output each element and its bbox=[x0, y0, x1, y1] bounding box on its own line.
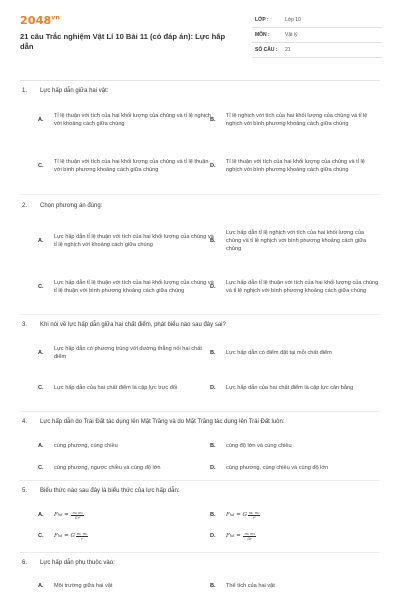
option-text: Tỉ lệ nghịch với tích của hai khối lượng của chúng và tỉ lệ nghịch với bình phương khoảng cách giữa chúng bbox=[226, 112, 368, 127]
option-letter: B. bbox=[210, 116, 216, 123]
option-text: cùng phương, cùng chiều và cùng độ lớn bbox=[226, 464, 329, 471]
question-number: 3. bbox=[22, 322, 28, 328]
question-1 bbox=[22, 87, 380, 195]
question-text: Khi nói về lực hấp dẫn giữa hai chất điểm, phát biểu nào sau đây sai? bbox=[40, 322, 226, 328]
question-text: Lực hấp dẫn phụ thuộc vào: bbox=[40, 560, 115, 566]
option-c[interactable] bbox=[38, 151, 214, 181]
question-number: 4. bbox=[22, 419, 28, 425]
option-a[interactable] bbox=[38, 581, 214, 591]
options-grid bbox=[22, 218, 380, 310]
option-letter: B. bbox=[210, 237, 216, 244]
option-d[interactable] bbox=[210, 530, 380, 542]
option-letter: C. bbox=[38, 384, 44, 391]
option-a[interactable] bbox=[38, 441, 214, 451]
formula-subscript: hd bbox=[57, 512, 63, 517]
question-text: Lực hấp dẫn do Trái Đất tác dụng lên Mặt Trăng và do Mặt Trăng tác dụng lên Trái Đất luôn: bbox=[40, 419, 285, 425]
option-letter: D. bbox=[210, 384, 216, 391]
option-c[interactable] bbox=[38, 530, 214, 542]
option-letter: B. bbox=[210, 582, 216, 589]
option-b[interactable] bbox=[210, 581, 380, 591]
question-number: 5. bbox=[22, 488, 28, 494]
formula-lhs: F bbox=[54, 532, 58, 539]
formula-subscript: hd bbox=[57, 533, 63, 538]
meta-row-count bbox=[252, 43, 382, 58]
logo-text: 2048 bbox=[20, 14, 52, 27]
option-c[interactable] bbox=[38, 377, 214, 399]
formula-lhs: F bbox=[226, 511, 230, 518]
option-text: Lực hấp dẫn tỉ lệ nghịch với tích của hai khối lượng của chúng và tỉ lệ nghịch với bình phương khoảng cách giữa chúng bbox=[226, 229, 367, 253]
question-stem bbox=[22, 202, 380, 210]
option-text: Lực hấp dẫn của hai chất điểm là cặp lực cân bằng bbox=[226, 384, 354, 391]
option-text: Tỉ lệ thuận với tích của hai khối lượng của chúng và tỉ lệ thuận với bình phương khoảng cách giữa chúng bbox=[54, 158, 209, 173]
formula-subscript: hd bbox=[229, 512, 235, 517]
option-text: Lực hấp dẫn tỉ lệ thuận với tích của hai khối lượng của chúng và tỉ lệ thuận với bình phương khoảng cách giữa chúng bbox=[54, 279, 214, 294]
question-divider bbox=[20, 552, 380, 553]
option-text: Môi trường giữa hai vật bbox=[54, 582, 113, 589]
fraction-denominator: Gr² bbox=[74, 515, 81, 520]
meta-table bbox=[252, 13, 382, 58]
question-divider bbox=[20, 411, 380, 412]
option-letter: A. bbox=[38, 349, 44, 356]
question-text: Chọn phương án đúng: bbox=[40, 203, 103, 209]
question-3 bbox=[22, 321, 380, 403]
option-a[interactable] bbox=[38, 342, 214, 364]
fraction-numerator: m₁ m₂ bbox=[244, 531, 255, 536]
options-grid bbox=[22, 575, 380, 597]
option-letter: D. bbox=[210, 162, 216, 169]
question-stem bbox=[22, 559, 380, 567]
option-letter: B. bbox=[210, 349, 216, 356]
option-text: cùng phương, cùng chiều bbox=[54, 442, 118, 449]
option-text: Lực hấp dẫn của hai chất điểm là cặp lực trực đối bbox=[54, 384, 178, 391]
question-5 bbox=[22, 487, 380, 549]
question-stem bbox=[22, 87, 380, 95]
option-letter: C. bbox=[38, 464, 44, 471]
options-grid bbox=[22, 103, 380, 195]
fraction bbox=[76, 532, 89, 541]
option-d[interactable] bbox=[210, 463, 380, 473]
formula-lhs: F bbox=[226, 532, 230, 539]
fraction bbox=[248, 511, 261, 520]
options-grid bbox=[22, 337, 380, 403]
option-text: Lực hấp dẫn có điểm đặt tại mỗi chất điểm bbox=[226, 349, 332, 356]
meta-key: LỚP : bbox=[255, 17, 269, 23]
question-4 bbox=[22, 418, 380, 478]
meta-value: Lớp 10 bbox=[285, 17, 301, 23]
header-divider bbox=[20, 80, 380, 81]
formula: F hd = $\frac{\text{m₁ m₂}}{\text{Gr²}}$ bbox=[54, 510, 83, 520]
question-text: Biểu thức nào sau đây là biểu thức của lực hấp dẫn: bbox=[40, 488, 180, 494]
option-letter: D. bbox=[210, 283, 216, 290]
option-text: cùng phương, ngược chiều và cùng độ lớn bbox=[54, 464, 161, 471]
option-letter: B. bbox=[210, 511, 216, 518]
meta-value: Vật lý bbox=[285, 32, 298, 38]
meta-row-class bbox=[252, 13, 382, 28]
formula: F hd = G $\frac{\text{m₁ m₂}}{r}$ bbox=[54, 531, 88, 541]
question-number: 6. bbox=[22, 560, 28, 566]
option-letter: A. bbox=[38, 442, 44, 449]
option-a[interactable] bbox=[38, 226, 214, 256]
question-2 bbox=[22, 202, 380, 310]
site-logo[interactable] bbox=[20, 14, 60, 27]
question-divider bbox=[20, 314, 380, 315]
question-number: 1. bbox=[22, 88, 28, 94]
option-letter: A. bbox=[38, 582, 44, 589]
option-letter: A. bbox=[38, 237, 44, 244]
question-text: Lực hấp dẫn giữa hai vật: bbox=[40, 88, 109, 94]
option-b[interactable] bbox=[210, 342, 380, 364]
options-grid bbox=[22, 503, 380, 549]
meta-row-subject bbox=[252, 28, 382, 43]
fraction bbox=[71, 511, 84, 520]
page-title: 21 câu Trắc nghiệm Vật Lí 10 Bài 11 (có đáp án): Lực hấp dẫn bbox=[20, 32, 226, 51]
question-stem bbox=[22, 418, 380, 426]
question-stem bbox=[22, 321, 380, 329]
option-b[interactable] bbox=[210, 105, 380, 135]
option-letter: A. bbox=[38, 511, 44, 518]
option-text: Lực hấp dẫn có phương trùng với đường thẳng nối hai chất điểm bbox=[54, 345, 202, 360]
fraction-denominator: Gr bbox=[247, 536, 252, 541]
logo-suffix: vn bbox=[51, 14, 61, 22]
option-letter: B. bbox=[210, 442, 216, 449]
option-letter: A. bbox=[38, 116, 44, 123]
fraction bbox=[243, 532, 256, 541]
fraction-numerator: m₁ m₂ bbox=[72, 510, 83, 515]
option-a[interactable] bbox=[38, 509, 214, 521]
formula-lhs: F bbox=[54, 511, 58, 518]
meta-value: 21 bbox=[285, 47, 291, 53]
page-header bbox=[0, 0, 400, 76]
fraction-numerator: m₁ m₂ bbox=[248, 510, 260, 515]
option-text: Lực hấp dẫn tỉ lệ thuận với tích của hai khối lượng của chúng và tỉ lệ nghịch với khoảng cách giữa chúng bbox=[54, 233, 214, 248]
option-b[interactable] bbox=[210, 226, 380, 256]
option-d[interactable] bbox=[210, 377, 380, 399]
question-divider bbox=[20, 194, 380, 195]
option-a[interactable] bbox=[38, 105, 214, 135]
fraction-denominator: r bbox=[81, 536, 83, 541]
options-grid bbox=[22, 434, 380, 478]
option-b[interactable] bbox=[210, 509, 380, 521]
option-letter: C. bbox=[38, 283, 44, 290]
option-letter: D. bbox=[210, 464, 216, 471]
option-letter: C. bbox=[38, 162, 44, 169]
formula-coefficient: G bbox=[242, 511, 247, 518]
option-letter: C. bbox=[38, 532, 44, 539]
option-text: cùng độ lớn và cùng chiều bbox=[226, 442, 292, 449]
meta-key: SỐ CÂU : bbox=[255, 47, 278, 53]
option-b[interactable] bbox=[210, 441, 380, 451]
option-text: Tỉ lệ thuận với tích của hai khối lượng của chúng và tỉ lệ nghịch với khoảng cách giữa chúng bbox=[54, 112, 211, 127]
formula-subscript: hd bbox=[229, 533, 235, 538]
option-text: Tỉ lệ thuận với tích của hai khối lượng của chúng và tỉ lệ nghịch với bình phương khoảng cách giữa chúng bbox=[226, 158, 365, 173]
formula: F hd = G $\frac{\text{m₁ m₂}}{\text{r²}}$ bbox=[226, 510, 260, 520]
option-c[interactable] bbox=[38, 463, 214, 473]
formula-coefficient: G bbox=[70, 532, 75, 539]
formula: F hd = $\frac{\text{m₁ m₂}}{Gr}$ bbox=[226, 531, 255, 541]
question-6 bbox=[22, 559, 380, 597]
option-c[interactable] bbox=[38, 272, 214, 302]
question-number: 2. bbox=[22, 203, 28, 209]
option-d[interactable] bbox=[210, 272, 380, 302]
meta-key: MÔN : bbox=[255, 32, 270, 38]
fraction-denominator: r² bbox=[252, 515, 256, 520]
question-stem bbox=[22, 487, 380, 495]
option-d[interactable] bbox=[210, 151, 380, 181]
fraction-numerator: m₁ m₂ bbox=[76, 531, 88, 536]
option-letter: D. bbox=[210, 532, 216, 539]
question-divider bbox=[20, 480, 380, 481]
option-text: Lực hấp dẫn tỉ lệ thuận với tích của hai khối lượng của chúng và tỉ lệ nghịch với bình phương khoảng cách giữa chúng bbox=[226, 279, 379, 294]
option-text: Thể tích của hai vật bbox=[226, 582, 275, 589]
